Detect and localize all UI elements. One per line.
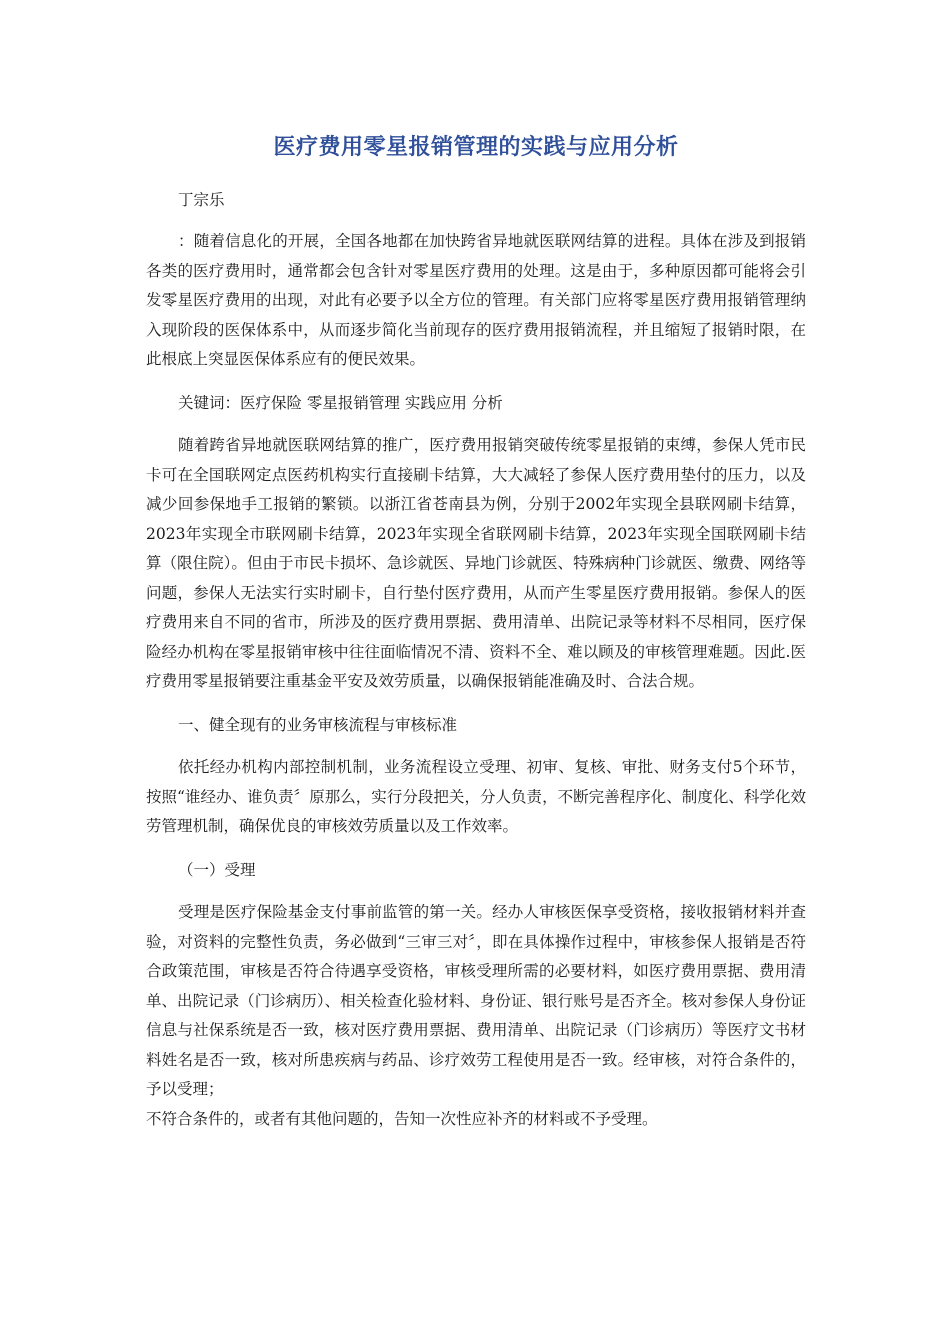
intro-paragraph: 随着跨省异地就医联网结算的推广，医疗费用报销突破传统零星报销的束缚，参保人凭市民卡可在全国联网定点医药机构实行直接刷卡结算，大大减轻了参保人医疗费用垫付的压力，以及减少回参保地手工报销的繁锁。以浙江省苍南县为例，分别于2002年实现全县联网刷卡结算，2023年实现全市联网刷卡结算，2023年实现全省联网刷卡结算，2023年实现全国联网刷卡结算（限住院）。但由于市民卡损坏、急诊就医、异地门诊就医、特殊病种门诊就医、缴费、网络等问题，参保人无法实行实时刷卡，自行垫付医疗费用，从而产生零星医疗费用报销。参保人的医疗费用来自不同的省市，所涉及的医疗费用票据、费用清单、出院记录等材料不尽相同，医疗保险经办机构在零星报销审核中往往面临情况不清、资料不全、难以顾及的审核管理难题。因此.医疗费用零星报销要注重基金平安及效劳质量，以确保报销能准确及时、合法合规。 (146, 436, 806, 690)
document-title: 医疗费用零星报销管理的实践与应用分析 (273, 135, 679, 160)
abstract-paragraph: ：随着信息化的开展，全国各地都在加快跨省异地就医联网结算的进程。具体在涉及到报销各类的医疗费用时，通常都会包含针对零星医疗费用的处理。这是由于，多种原因都可能将会引发零星医疗费用的出现，对此有必要予以全方位的管理。有关部门应将零星医疗费用报销管理纳入现阶段的医保体系中，从而逐步简化当前现存的医疗费用报销流程，并且缩短了报销时限，在此根底上突显医保体系应有的便民效果。 (146, 232, 806, 368)
section-1-paragraph: 依托经办机构内部控制机制，业务流程设立受理、初审、复核、审批、财务支付5个环节，按照“谁经办、谁负责〞原那么，实行分段把关，分人负责，不断完善程序化、制度化、科学化效劳管理机制，确保优良的审核效劳质量以及工作效率。 (146, 758, 806, 835)
keywords-line: 关键词：医疗保险 零星报销管理 实践应用 分析 (178, 393, 503, 412)
subsection-1-paragraph: 受理是医疗保险基金支付事前监管的第一关。经办人审核医保享受资格，接收报销材料并查验，对资料的完整性负责，务必做到“三审三对〞，即在具体操作过程中，审核参保人报销是否符合政策范围，审核是否符合待遇享受资格，审核受理所需的必要材料，如医疗费用票据、费用清单、出院记录（门诊病历）、相关检查化验材料、身份证、银行账号是否齐全。核对参保人身份证信息与社保系统是否一致，核对医疗费用票据、费用清单、出院记录（门诊病历）等医疗文书材料姓名是否一致，核对所患疾病与药品、诊疗效劳工程使用是否一致。经审核，对符合条件的，予以受理； (146, 903, 806, 1098)
section-1-heading: 一、健全现有的业务审核流程与审核标准 (178, 715, 458, 734)
subsection-1-heading: （一）受理 (178, 860, 256, 879)
subsection-1-tail-line: 不符合条件的，或者有其他问题的，告知一次性应补齐的材料或不予受理。 (146, 1109, 658, 1128)
author-name: 丁宗乐 (178, 191, 225, 209)
document-page (146, 128, 806, 1134)
